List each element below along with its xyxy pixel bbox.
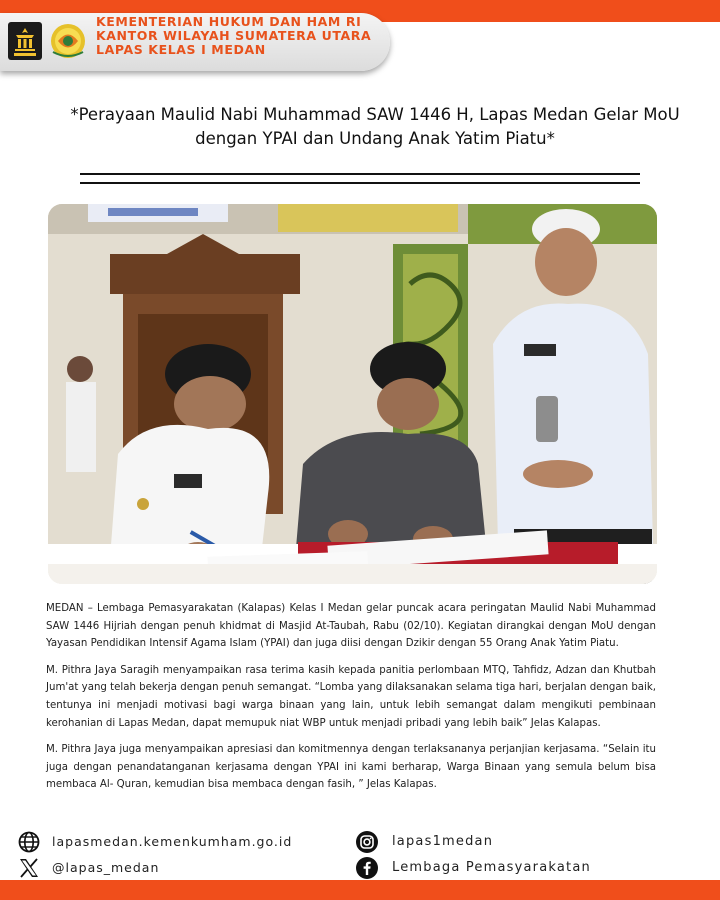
title-divider-bottom: [80, 182, 640, 184]
instagram-handle[interactable]: lapas1medan: [392, 834, 494, 849]
footer-facebook[interactable]: [356, 857, 656, 881]
article-body: [46, 600, 656, 803]
prison-name: LAPAS KELAS I MEDAN: [96, 42, 266, 57]
footer-x-account[interactable]: [18, 857, 318, 881]
title-divider-top: [80, 173, 640, 175]
bottom-accent-bar: [0, 880, 720, 900]
footer-website[interactable]: [18, 831, 318, 855]
paragraph-2: M. Pithra Jaya Saragih menyampaikan rasa terima kasih kepada panitia perlombaan MTQ, Tahfidz, Adzan dan Khutbah Jum'at yang telah bekerja dengan penuh semangat. “Lomba yang dilaksanakan selama tiga hari, berjalan dengan baik, tentunya ini menjadi motivasi bagi warga binaan yang lain, untuk lebih semangat dalam mengikuti pembinaan kerohanian di Lapas Medan, dapat memupuk niat WBP untuk menjadi pribadi yang lebih baik” Jelas Kalapas.: [46, 664, 656, 729]
ministry-name: KEMENTERIAN HUKUM DAN HAM RI: [96, 14, 362, 29]
footer-instagram[interactable]: [356, 831, 656, 855]
regional-office-name: KANTOR WILAYAH SUMATERA UTARA: [96, 28, 372, 43]
article-title: [40, 103, 710, 151]
pemasyarakatan-logo: [48, 22, 88, 60]
title-line-1: *Perayaan Maulid Nabi Muhammad SAW 1446 H, Lapas Medan Gelar MoU: [70, 105, 680, 124]
paragraph-3: M. Pithra Jaya juga menyampaikan apresiasi dan komitmennya dengan terlaksananya perjanjian kerjasama. “Selain itu juga dengan penandatanganan kerjasama dengan YPAI ini kami berharap, Warga Binaan yang semula belum bisa membaca Al- Quran, kemudian bisa membaca dengan fasih, ” Jelas Kalapas.: [46, 744, 656, 791]
x-handle[interactable]: @lapas_medan: [52, 860, 160, 875]
kemenkumham-logo: [8, 22, 42, 60]
title-line-2: dengan YPAI dan Undang Anak Yatim Piatu*: [195, 129, 555, 148]
instagram-icon: [356, 831, 378, 853]
paragraph-1: MEDAN – Lembaga Pemasyarakatan (Kalapas) Kelas I Medan gelar puncak acara peringatan Maulid Nabi Muhammad SAW 1446 Hijriah dengan penuh khidmat di Masjid At-Taubah, Rabu (02/10). Kegiatan dirangkai dengan MoU dengan Yayasan Pendidikan Intensif Agama Islam (YPAI) dan juga diisi dengan Dzikir dengan 55 Orang Anak Yatim Piatu.: [46, 603, 656, 650]
event-photo: [48, 204, 657, 584]
facebook-icon: [356, 857, 378, 879]
institution-name: [96, 15, 386, 57]
globe-icon: [18, 831, 40, 853]
x-icon: [18, 857, 40, 879]
facebook-page[interactable]: Lembaga Pemasyarakatan: [392, 860, 591, 875]
website-url[interactable]: lapasmedan.kemenkumham.go.id: [52, 834, 293, 849]
